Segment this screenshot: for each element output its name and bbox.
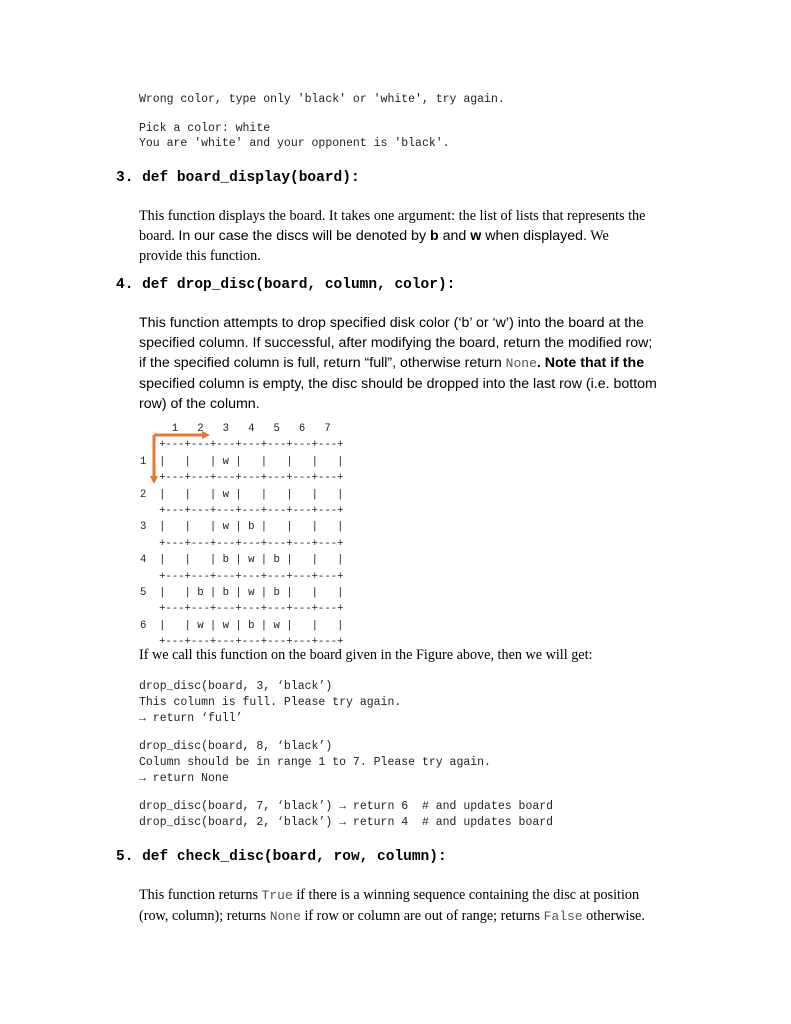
- section-4-line-4: specified column is empty, the disc should be dropped into the last row (i.e. bottom: [139, 376, 657, 392]
- board-column-labels: 1 2 3 4 5 6 7: [140, 423, 331, 435]
- section-3-line-2: board. In our case the discs will be denoted by b and w when displayed. We: [139, 228, 609, 244]
- section-3-signature: def board_display(board):: [142, 170, 360, 186]
- board-row: 6 | | w | w | b | w | | |: [140, 619, 344, 632]
- section-4-line-2: specified column. If successful, after modifying the board, return the modified row;: [139, 335, 653, 351]
- board-separator-line: +---+---+---+---+---+---+---+: [140, 537, 344, 550]
- section-3-number: 3.: [116, 170, 134, 186]
- section-4-signature: def drop_disc(board, column, color):: [142, 277, 456, 293]
- section-5-signature: def check_disc(board, row, column):: [142, 849, 447, 865]
- after-figure-text: If we call this function on the board given in the Figure above, then we will get:: [139, 647, 593, 663]
- section-5-paragraph: [139, 885, 709, 927]
- section-4-number: 4.: [116, 277, 134, 293]
- section-5-line-2: (row, column); returns None if row or column are out of range; returns False otherwise.: [139, 908, 645, 924]
- board-row: 1 | | | w | | | | |: [140, 455, 344, 468]
- section-3-heading: [116, 170, 360, 186]
- output-line-pick-color: Pick a color: white: [139, 122, 271, 135]
- board-row: 5 | | b | b | w | b | | |: [140, 587, 344, 600]
- board-row: 4 | | | b | w | b | | |: [140, 554, 344, 567]
- board-separator-line: +---+---+---+---+---+---+---+: [140, 636, 344, 649]
- example-1-return: → return ‘full’: [139, 712, 243, 725]
- board-row: 3 | | | w | b | | | |: [140, 521, 344, 534]
- section-3-line-3: provide this function.: [139, 248, 261, 264]
- example-3-line-1: drop_disc(board, 7, ‘black’) → return 6 # and updates board: [139, 800, 554, 813]
- board-separator-line: +---+---+---+---+---+---+---+: [140, 603, 344, 616]
- section-5-number: 5.: [116, 849, 134, 865]
- example-2-return: → return None: [139, 772, 229, 785]
- board-separator-line: +---+---+---+---+---+---+---+: [140, 505, 344, 518]
- section-4-line-5: row) of the column.: [139, 396, 260, 412]
- board-separator-line: +---+---+---+---+---+---+---+: [140, 472, 344, 485]
- section-4-line-1: This function attempts to drop specified disk color (‘b’ or ‘w’) into the board at the: [139, 315, 644, 331]
- example-1-message: This column is full. Please try again.: [139, 696, 402, 709]
- board-separator-line: +---+---+---+---+---+---+---+: [140, 570, 344, 583]
- board-separator-line: +---+---+---+---+---+---+---+: [140, 439, 344, 452]
- output-line-wrong-color: Wrong color, type only 'black' or 'white', try again.: [139, 93, 505, 106]
- board-row: 2 | | | w | | | | |: [140, 488, 344, 501]
- section-4-line-3: if the specified column is full, return “full”, otherwise return None. Note that if the: [139, 355, 645, 371]
- section-5-heading: [116, 849, 447, 865]
- section-4-paragraph: [139, 313, 709, 414]
- section-3-paragraph: [139, 206, 709, 266]
- section-5-line-1: This function returns True if there is a winning sequence containing the disc at position: [139, 887, 640, 903]
- example-1-call: drop_disc(board, 3, ‘black’): [139, 680, 333, 693]
- output-line-you-are: You are 'white' and your opponent is 'black'.: [139, 137, 450, 150]
- example-3-line-2: drop_disc(board, 2, ‘black’) → return 4 # and updates board: [139, 816, 554, 829]
- drop-direction-arrows-icon: [140, 426, 220, 496]
- example-2-message: Column should be in range 1 to 7. Please try again.: [139, 756, 491, 769]
- section-4-heading: [116, 277, 455, 293]
- section-3-line-1: This function displays the board. It takes one argument: the list of lists that represents the: [139, 208, 646, 224]
- example-2-call: drop_disc(board, 8, ‘black’): [139, 740, 333, 753]
